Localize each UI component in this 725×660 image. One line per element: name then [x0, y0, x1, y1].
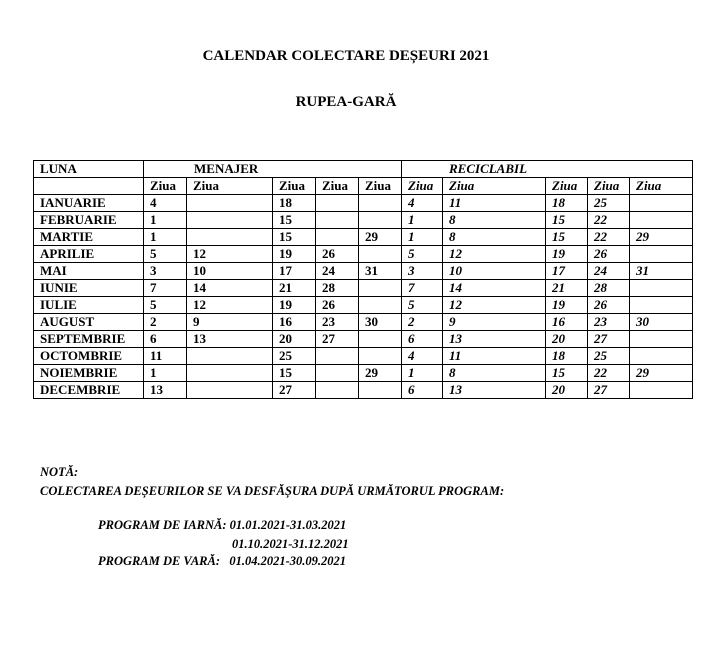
reciclabil-day-cell: 7: [402, 280, 443, 297]
menajer-day-cell: 27: [316, 331, 359, 348]
month-cell: IANUARIE: [34, 195, 144, 212]
reciclabil-day-cell: [630, 195, 693, 212]
menajer-day-cell: [359, 246, 402, 263]
reciclabil-day-cell: 3: [402, 263, 443, 280]
table-row: [34, 297, 693, 314]
reciclabil-day-cell: 13: [443, 331, 546, 348]
menajer-day-cell: 15: [273, 229, 316, 246]
reciclabil-day-cell: [630, 212, 693, 229]
reciclabil-day-cell: 19: [546, 297, 588, 314]
table-row: [34, 246, 693, 263]
menajer-day-cell: 31: [359, 263, 402, 280]
table-row: [34, 280, 693, 297]
reciclabil-day-cell: 16: [546, 314, 588, 331]
subheader-day: Ziua: [187, 178, 273, 195]
reciclabil-day-cell: 11: [443, 348, 546, 365]
table-row: [34, 365, 693, 382]
menajer-day-cell: 21: [273, 280, 316, 297]
reciclabil-day-cell: 8: [443, 229, 546, 246]
menajer-day-cell: 17: [273, 263, 316, 280]
menajer-day-cell: [359, 297, 402, 314]
reciclabil-day-cell: 29: [630, 365, 693, 382]
subheader-day: Ziua: [273, 178, 316, 195]
reciclabil-day-cell: [630, 280, 693, 297]
menajer-day-cell: 26: [316, 297, 359, 314]
reciclabil-day-cell: 25: [588, 348, 630, 365]
menajer-day-cell: 7: [144, 280, 187, 297]
reciclabil-day-cell: 27: [588, 382, 630, 399]
reciclabil-day-cell: 24: [588, 263, 630, 280]
month-cell: AUGUST: [34, 314, 144, 331]
winter-program: [98, 518, 346, 533]
menajer-day-cell: [187, 195, 273, 212]
menajer-day-cell: 3: [144, 263, 187, 280]
subheader-day: Ziua: [144, 178, 187, 195]
menajer-day-cell: [359, 195, 402, 212]
subheader-day: Ziua: [359, 178, 402, 195]
reciclabil-day-cell: [630, 331, 693, 348]
menajer-day-cell: 13: [144, 382, 187, 399]
menajer-day-cell: [316, 212, 359, 229]
menajer-day-cell: [316, 348, 359, 365]
menajer-day-cell: [187, 365, 273, 382]
collection-calendar-table: [33, 160, 693, 399]
subheader-day: Ziua: [402, 178, 443, 195]
reciclabil-day-cell: 17: [546, 263, 588, 280]
month-cell: IULIE: [34, 297, 144, 314]
reciclabil-day-cell: 28: [588, 280, 630, 297]
menajer-day-cell: 20: [273, 331, 316, 348]
menajer-day-cell: 19: [273, 297, 316, 314]
reciclabil-day-cell: [630, 382, 693, 399]
menajer-day-cell: [316, 229, 359, 246]
note-text: COLECTAREA DEȘEURILOR SE VA DESFĂȘURA DUPĂ URMĂTORUL PROGRAM:: [40, 484, 505, 498]
reciclabil-day-cell: 1: [402, 365, 443, 382]
reciclabil-day-cell: 14: [443, 280, 546, 297]
reciclabil-day-cell: 18: [546, 348, 588, 365]
reciclabil-day-cell: 6: [402, 382, 443, 399]
menajer-day-cell: [359, 212, 402, 229]
month-cell: APRILIE: [34, 246, 144, 263]
reciclabil-day-cell: 1: [402, 212, 443, 229]
table-row: [34, 212, 693, 229]
reciclabil-day-cell: 25: [588, 195, 630, 212]
reciclabil-day-cell: 1: [402, 229, 443, 246]
menajer-day-cell: 11: [144, 348, 187, 365]
reciclabil-day-cell: 21: [546, 280, 588, 297]
summer-label: PROGRAM DE VARĂ:: [98, 554, 221, 568]
month-cell: MARTIE: [34, 229, 144, 246]
table-row: [34, 229, 693, 246]
reciclabil-day-cell: 29: [630, 229, 693, 246]
reciclabil-day-cell: [630, 246, 693, 263]
reciclabil-day-cell: 27: [588, 331, 630, 348]
reciclabil-day-cell: 31: [630, 263, 693, 280]
menajer-day-cell: [187, 348, 273, 365]
winter-period-1: 01.01.2021-31.03.2021: [229, 518, 347, 532]
menajer-day-cell: 29: [359, 229, 402, 246]
table-row: [34, 348, 693, 365]
menajer-day-cell: 2: [144, 314, 187, 331]
month-cell: MAI: [34, 263, 144, 280]
menajer-day-cell: [359, 331, 402, 348]
menajer-day-cell: 26: [316, 246, 359, 263]
document-subtitle: RUPEA-GARĂ: [295, 94, 397, 110]
subheader-empty-cell: [34, 178, 144, 195]
table-header-row: [34, 161, 693, 178]
menajer-day-cell: 9: [187, 314, 273, 331]
month-cell: FEBRUARIE: [34, 212, 144, 229]
table-row: [34, 314, 693, 331]
subheader-day: Ziua: [588, 178, 630, 195]
reciclabil-day-cell: 22: [588, 212, 630, 229]
menajer-day-cell: [187, 382, 273, 399]
reciclabil-day-cell: 9: [443, 314, 546, 331]
menajer-day-cell: 29: [359, 365, 402, 382]
menajer-day-cell: 1: [144, 212, 187, 229]
menajer-day-cell: [359, 382, 402, 399]
menajer-day-cell: [359, 348, 402, 365]
menajer-day-cell: 1: [144, 365, 187, 382]
reciclabil-day-cell: 18: [546, 195, 588, 212]
header-menajer: MENAJER: [144, 161, 402, 178]
header-month: LUNA: [34, 161, 144, 178]
menajer-day-cell: [359, 280, 402, 297]
menajer-day-cell: 4: [144, 195, 187, 212]
reciclabil-day-cell: 12: [443, 246, 546, 263]
menajer-day-cell: 6: [144, 331, 187, 348]
reciclabil-day-cell: 13: [443, 382, 546, 399]
month-cell: NOIEMBRIE: [34, 365, 144, 382]
menajer-day-cell: 13: [187, 331, 273, 348]
reciclabil-day-cell: [630, 348, 693, 365]
subheader-day: Ziua: [316, 178, 359, 195]
menajer-day-cell: 16: [273, 314, 316, 331]
reciclabil-day-cell: 12: [443, 297, 546, 314]
reciclabil-day-cell: 23: [588, 314, 630, 331]
reciclabil-day-cell: 20: [546, 331, 588, 348]
menajer-day-cell: 27: [273, 382, 316, 399]
menajer-day-cell: [316, 382, 359, 399]
reciclabil-day-cell: 5: [402, 297, 443, 314]
menajer-day-cell: [316, 195, 359, 212]
reciclabil-day-cell: 15: [546, 365, 588, 382]
reciclabil-day-cell: 4: [402, 195, 443, 212]
month-cell: DECEMBRIE: [34, 382, 144, 399]
month-cell: IUNIE: [34, 280, 144, 297]
menajer-day-cell: [187, 229, 273, 246]
menajer-day-cell: 23: [316, 314, 359, 331]
menajer-day-cell: 12: [187, 297, 273, 314]
reciclabil-day-cell: 5: [402, 246, 443, 263]
menajer-day-cell: 15: [273, 365, 316, 382]
subheader-day: Ziua: [630, 178, 693, 195]
note-label: NOTĂ:: [40, 465, 79, 479]
table-row: [34, 195, 693, 212]
table-subheader-row: [34, 178, 693, 195]
reciclabil-day-cell: 22: [588, 365, 630, 382]
reciclabil-day-cell: 4: [402, 348, 443, 365]
reciclabil-day-cell: 22: [588, 229, 630, 246]
reciclabil-day-cell: 2: [402, 314, 443, 331]
reciclabil-day-cell: 20: [546, 382, 588, 399]
reciclabil-day-cell: 26: [588, 246, 630, 263]
reciclabil-day-cell: 15: [546, 212, 588, 229]
winter-period-2: 01.10.2021-31.12.2021: [232, 537, 349, 551]
table-row: [34, 382, 693, 399]
reciclabil-day-cell: 26: [588, 297, 630, 314]
subheader-day: Ziua: [546, 178, 588, 195]
menajer-day-cell: 18: [273, 195, 316, 212]
document-title: CALENDAR COLECTARE DEȘEURI 2021: [202, 48, 490, 64]
reciclabil-day-cell: 11: [443, 195, 546, 212]
summer-program: [98, 554, 346, 569]
menajer-day-cell: 30: [359, 314, 402, 331]
reciclabil-day-cell: 15: [546, 229, 588, 246]
subheader-day: Ziua: [443, 178, 546, 195]
summer-period: 01.04.2021-30.09.2021: [229, 554, 347, 568]
reciclabil-day-cell: 10: [443, 263, 546, 280]
menajer-day-cell: 24: [316, 263, 359, 280]
table-row: [34, 331, 693, 348]
table-row: [34, 263, 693, 280]
reciclabil-day-cell: 8: [443, 212, 546, 229]
menajer-day-cell: 5: [144, 246, 187, 263]
menajer-day-cell: 15: [273, 212, 316, 229]
menajer-day-cell: [316, 365, 359, 382]
menajer-day-cell: [187, 212, 273, 229]
reciclabil-day-cell: 30: [630, 314, 693, 331]
menajer-day-cell: 19: [273, 246, 316, 263]
menajer-day-cell: 25: [273, 348, 316, 365]
month-cell: OCTOMBRIE: [34, 348, 144, 365]
reciclabil-day-cell: 19: [546, 246, 588, 263]
reciclabil-day-cell: 6: [402, 331, 443, 348]
reciclabil-day-cell: 8: [443, 365, 546, 382]
menajer-day-cell: 1: [144, 229, 187, 246]
menajer-day-cell: 28: [316, 280, 359, 297]
menajer-day-cell: 12: [187, 246, 273, 263]
month-cell: SEPTEMBRIE: [34, 331, 144, 348]
reciclabil-day-cell: [630, 297, 693, 314]
menajer-day-cell: 5: [144, 297, 187, 314]
menajer-day-cell: 10: [187, 263, 273, 280]
menajer-day-cell: 14: [187, 280, 273, 297]
winter-label: PROGRAM DE IARNĂ:: [98, 518, 227, 532]
header-reciclabil: RECICLABIL: [402, 161, 693, 178]
